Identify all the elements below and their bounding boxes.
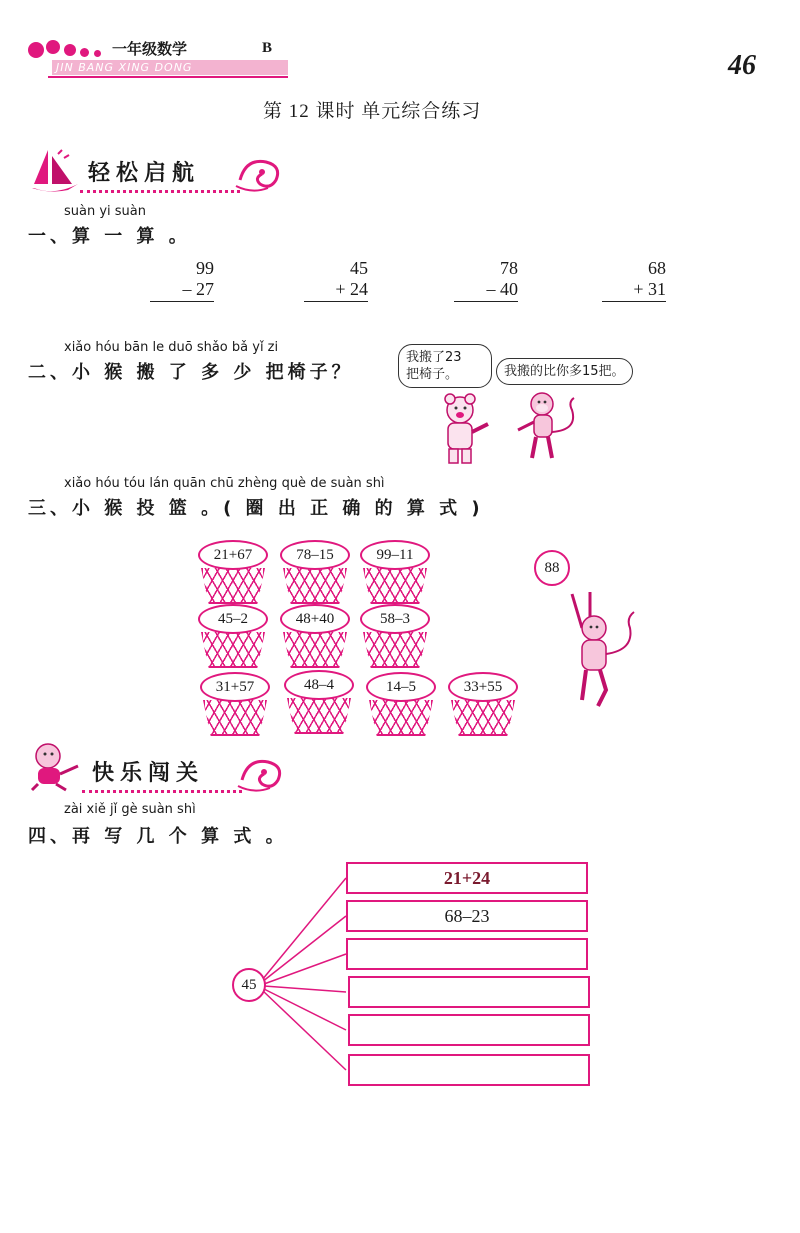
basket-6[interactable] [360,604,430,668]
basketball-number: 88 [534,550,570,586]
basket-9[interactable] [366,672,436,736]
basket-expression[interactable]: 78–15 [280,540,350,570]
problem-bottom: – 40 [454,279,518,302]
answer-box-4[interactable] [348,976,590,1008]
header-underline [48,76,288,78]
monkey-speech-bubble: 我搬的比你多15把。 [496,358,633,385]
monkey-icon [512,390,584,466]
basket-4[interactable] [198,604,268,668]
basket-net-icon [203,700,267,736]
answer-box-5[interactable] [348,1014,590,1046]
basket-1[interactable] [198,540,268,604]
problem-top: 78 [500,258,518,278]
vertical-problem-4 [602,258,666,302]
basket-expression[interactable]: 48+40 [280,604,350,634]
basket-expression[interactable]: 58–3 [360,604,430,634]
q3-title: 三、小 猴 投 篮 。( 圈 出 正 确 的 算 式 ) [28,498,484,519]
header-dots-decoration [28,38,108,62]
basket-net-icon [451,700,515,736]
page-number: 46 [728,50,756,81]
sailboat-icon [28,144,80,194]
basket-net-icon [363,568,427,604]
basket-net-icon [201,632,265,668]
q1-pinyin: suàn yi suàn [64,204,147,219]
basket-expression[interactable]: 21+67 [198,540,268,570]
problem-bottom: – 27 [150,279,214,302]
basket-expression[interactable]: 33+55 [448,672,518,702]
answer-box-2[interactable]: 68–23 [346,900,588,932]
bear-speech-bubble: 我搬了23 把椅子。 [398,344,492,388]
problem-top: 99 [196,258,214,278]
problem-top: 68 [648,258,666,278]
q1-title: 一、算 一 算 。 [28,226,191,247]
basket-10[interactable] [448,672,518,736]
book-title: 一年级数学 [112,40,188,58]
center-number-circle: 45 [232,968,266,1002]
basket-expression[interactable]: 45–2 [198,604,268,634]
monkey-shooting-icon [560,588,640,716]
banner-dotted-line [80,190,240,193]
basket-expression[interactable]: 99–11 [360,540,430,570]
vertical-problem-3 [454,258,518,302]
q4-title: 四、再 写 几 个 算 式 。 [28,826,288,847]
q2-pinyin: xiǎo hóu bān le duō shǎo bǎ yǐ zi [64,340,279,355]
basket-net-icon [287,698,351,734]
basket-7[interactable] [200,672,270,736]
q2-title: 二、小 猴 搬 了 多 少 把椅子？ [28,362,354,383]
q3-pinyin: xiǎo hóu tóu lán quān chū zhèng què de suàn shì [64,476,385,491]
banner-dotted-line [82,790,242,793]
section-banner-happy: 快乐闯关 [92,761,205,786]
vertical-problem-1 [150,258,214,302]
basket-net-icon [363,632,427,668]
basket-2[interactable] [280,540,350,604]
answer-box-6[interactable] [348,1054,590,1086]
basket-expression[interactable]: 31+57 [200,672,270,702]
problem-bottom: + 24 [304,279,368,302]
problem-top: 45 [350,258,368,278]
basket-5[interactable] [280,604,350,668]
basket-expression[interactable]: 14–5 [366,672,436,702]
basket-expression[interactable]: 48–4 [284,670,354,700]
basket-3[interactable] [360,540,430,604]
vertical-problem-2 [304,258,368,302]
swirl-decoration-icon [234,750,290,798]
bear-icon [440,392,496,470]
lesson-title: 第 12 课时 单元综合练习 [263,101,482,122]
basket-net-icon [283,568,347,604]
edition-label: B [262,40,273,56]
series-band: JIN BANG XING DONG [52,60,288,75]
answer-box-1[interactable]: 21+24 [346,862,588,894]
section-banner-relax: 轻松启航 [88,161,201,186]
q4-pinyin: zài xiě jǐ gè suàn shì [64,802,196,817]
basket-net-icon [369,700,433,736]
problem-bottom: + 31 [602,279,666,302]
swirl-decoration-icon [232,150,288,198]
basket-net-icon [201,568,265,604]
answer-box-3[interactable] [346,938,588,970]
basket-net-icon [283,632,347,668]
basket-8[interactable] [284,670,354,734]
monkey-mascot-icon [26,740,84,796]
